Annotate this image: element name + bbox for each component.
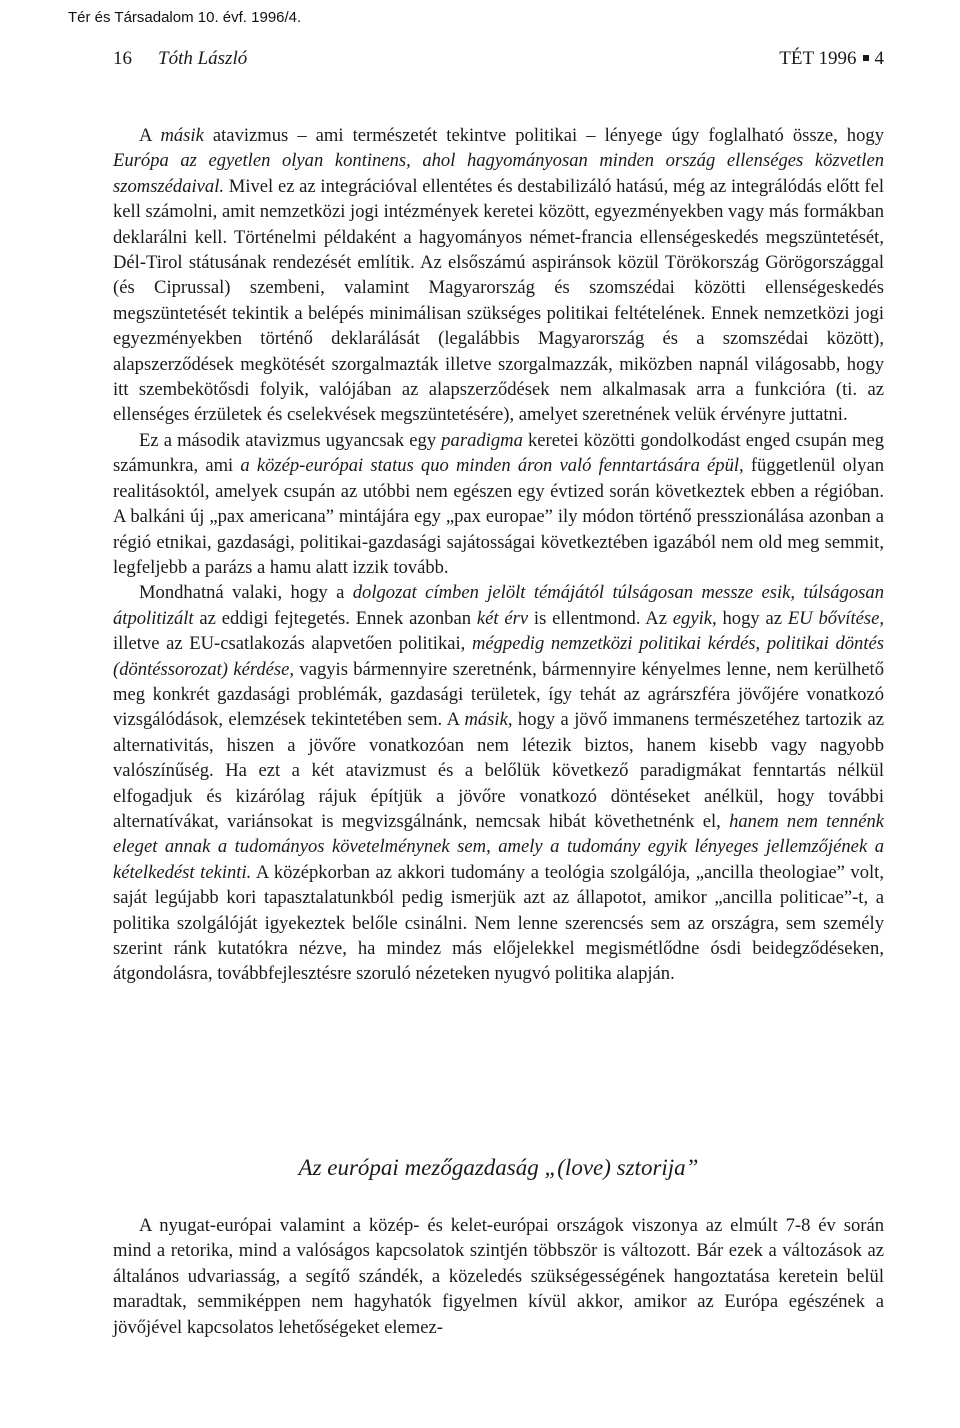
text-run: függetlenül olyan realitásoktól, amelyek csupán az utóbbi nem egészen egy évtized során következtek ebben a régióban. A balkáni új „pax americana” mintájára egy „pax europae” ily módon történő presszionálása azonban a régió etnikai, gazdasági, politikai-gazdasági sajátosságai következtében igazából nem old meg semmit, legfeljebb a parázs a hamu alatt izzik tovább.: [113, 455, 884, 578]
italic-run: hanem nem tennénk eleget annak a tudományos követelménynek sem, amely a tudomány egyik lényeges jellemzőjének a kételkedést tekinti.: [113, 810, 884, 883]
header-right: [779, 48, 884, 70]
square-bullet-icon: [863, 55, 869, 61]
text-run: Mivel ez az integrációval ellentétes és destabilizáló hatású, még az integrálódás előtt fel kell számolni, amit nemzetközi jogi intézmények keretei között, egyezményekben vagy más formákban deklarálni kell. Történelmi példaként a hagyományos német-francia ellenségeskedés megszüntetését, Dél-Tirol státusának rendezését említik. Az elsőszámú aspiránsok közül Törökország Görögországgal (és Ciprussal) szembeni, valamint Magyarország és szomszédai közötti ellenségeskedés megszüntetését tekintik a belépés minimálisan szükséges politikai feltételének. Ennek nemzetközi jogi egyezményekben történő deklarálását (legalábbis Magyarország és a szomszédai között), alapszerződések megkötését szorgalmazták illetve szorgalmazzák, miközben napnál világosabb, hogy itt szembekötősdi folyik, valójában az alapszerződések nem alkalmasak arra a funkcióra (ti. az ellenséges érzületek és cselekvések megszüntetésére), amelyet szeretnének velük érvényre juttatni.: [113, 175, 884, 426]
text-run: hogy a jövő immanens természetéhez tartozik az alternativitás, hiszen a jövőre vonatkozóan nem létezik biztos, hanem kisebb vagy nagyobb valószínűség. Ha ezt a két atavizmust és a belőlük következő paradigmákat fenntartás nélkül elfogadjuk és kizárólag rájuk építjük a jövőre vonatkozó döntéseket anélkül, hogy további alternatívákat, variánsokat is megvizsgálnánk, nemcsak hibát követhetnénk el,: [113, 709, 885, 832]
italic-run: EU bővítése,: [787, 607, 885, 629]
text-run: hogy az: [716, 607, 788, 629]
text-run: az eddigi fejtegetés. Ennek azonban: [193, 607, 477, 629]
text-run: A: [139, 125, 161, 146]
italic-run: a közép-európai status quo minden áron való fenntartására épül,: [240, 455, 744, 477]
text-run: is ellentmond. Az: [528, 607, 673, 629]
journal-label: TÉT 1996: [779, 48, 857, 69]
text-run: Mondhatná valaki, hogy a: [139, 582, 353, 604]
paragraph: [113, 123, 884, 428]
author-name: Tóth László: [158, 48, 248, 69]
header-left: [113, 48, 247, 70]
italic-run: egyik,: [672, 607, 717, 629]
section-body: [113, 1213, 884, 1340]
italic-run: Európa az egyetlen olyan kontinens, ahol hagyományosan minden ország ellenséges közvetlen szomszédaival.: [113, 150, 884, 197]
source-line: Tér és Társadalom 10. évf. 1996/4.: [68, 9, 302, 26]
italic-run: mégpedig nemzetközi politikai kérdés, politikai döntés (döntéssorozat) kérdése,: [113, 633, 884, 680]
page-number: 16: [113, 48, 132, 69]
text-run: Ez a második atavizmus ugyancsak egy: [139, 429, 442, 451]
italic-run: két érv: [476, 607, 529, 629]
paragraph: [113, 580, 884, 987]
italic-run: másik,: [464, 709, 513, 731]
issue-number: 4: [874, 48, 884, 69]
section-paragraph: A nyugat-európai valamint a közép- és kelet-európai országok viszonya az elmúlt 7-8 év során mind a retorika, mind a valóságos kapcsolatok szintjén többször is változott. Bár ezek a változások az általános udvariasság, a segítő szándék, a közeledés szükségességének hangoztatása keretein belül maradtak, semmiképpen nem hagyhatók figyelmen kívül akkor, amikor az Európa egészének a jövőjével kapcsolatos lehetőségeket elemez-: [113, 1215, 884, 1338]
article-body: [113, 123, 884, 987]
text-run: atavizmus – ami természetét tekintve politikai – lényege úgy foglalható össze, hogy: [203, 125, 884, 146]
text-run: vagyis bármennyire szeretnénk, bármennyire kényelmes lenne, nem kerülhető meg konkrét gazdasági problémák, gazdasági területek, így tehát az agrárszféra jövőjére vonatkozó vizsgálódások, elemzések tekintetében sem. A: [113, 658, 885, 731]
running-header: [113, 48, 884, 70]
text-run: illetve az EU-csatlakozás alapvetően politikai,: [113, 633, 472, 655]
italic-run: dolgozat címben jelölt témájától túlságosan messze esik, túlságosan átpolitizált: [113, 582, 884, 629]
italic-run: másik: [160, 125, 204, 146]
section-title: Az európai mezőgazdaság „(love) sztorija”: [298, 1155, 699, 1180]
italic-run: paradigma: [441, 429, 523, 451]
paragraph: [113, 428, 884, 580]
text-run: A középkorban az akkori tudomány a teológia szolgálója, „ancilla theologiae” volt, saját legújabb kori tapasztalatunkból pedig ismerjük azt az állapotot, amikor „ancilla politicae”-t, a politika szolgálóját igyekeztek belőle csinálni. Nem lenne szerencsés sem az országra, sem személy szerint ránk kutatókra nézve, ha mindez más előjelekkel megismétlődne ósdi beidegződéseken, átgondolásra, továbbfejlesztésre szoruló nézeteken nyugvó politika alapján.: [113, 861, 885, 985]
text-run: keretei közötti gondolkodást enged csupán meg számunkra, ami: [113, 429, 884, 477]
